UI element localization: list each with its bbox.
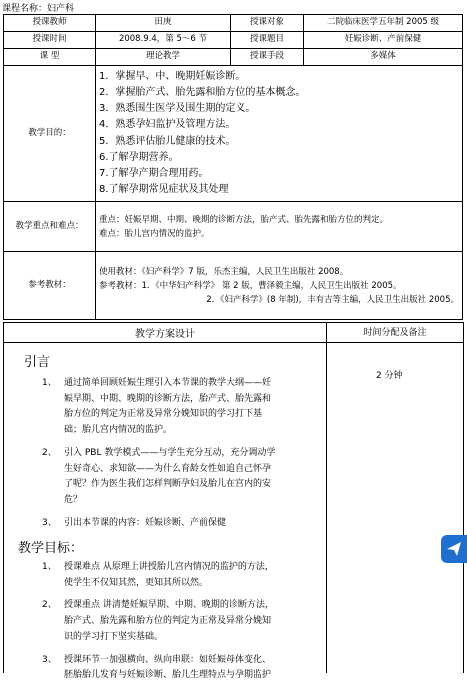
objective-item: 7.了解孕产期合理用药。	[99, 167, 209, 179]
value-means: 多媒体	[304, 49, 463, 66]
item-number: 3、	[42, 517, 57, 528]
label-topic: 授课题目	[231, 32, 304, 49]
refs-label: 参考教材：	[4, 252, 96, 320]
item-number: 1、	[42, 562, 57, 572]
objective-item: 6.了解孕期营养。	[99, 151, 179, 163]
objectives-list	[96, 66, 463, 202]
text-line: 授课难点 从原理上讲授胎儿宫内情况的监护的方法，	[64, 562, 274, 572]
refs-cell	[96, 252, 463, 320]
value-teacher: 田庚	[96, 15, 231, 32]
objective-item: 4．熟悉孕妇监护及管理方法。	[99, 119, 236, 131]
text-line: 通过简单回顾妊娠生理引入本节课的教学大纲——妊	[64, 378, 272, 388]
design-section	[3, 322, 464, 681]
text-line: 础；胎儿宫内情况的监护。	[64, 425, 173, 436]
keypoint-item: 重点：妊娠早期、中期、晚期的诊断方法，胎产式、胎先露和胎方位的判定。	[99, 214, 389, 225]
text-line: 胚胎胎儿发育与妊娠诊断、胎儿生理特点与孕期监护	[64, 670, 272, 681]
course-name: 课程名称：妇产科	[2, 4, 75, 14]
intro-title: 引言	[24, 355, 51, 370]
value-time: 2008.9.4，第 5～6 节	[96, 32, 231, 49]
text-line: 胎方位的判定为正常及异常分娩知识的学习打下基	[64, 409, 263, 420]
item-number: 2、	[42, 600, 57, 611]
ref-item: 参考教材：1．《中华妇产科学》 第 2 版，曹泽毅主编，人民卫生出版社 2005。	[99, 280, 402, 291]
send-icon	[446, 541, 462, 557]
objective-item: 5．熟悉评估胎儿健康的技术。	[99, 135, 236, 147]
feedback-button[interactable]	[441, 535, 467, 563]
item-number: 3、	[42, 654, 57, 665]
label-means: 授课手段	[231, 49, 304, 66]
item-text	[64, 598, 334, 645]
item-text	[64, 376, 334, 439]
text-line: 生好奇心、求知欲——为什么育龄女性如追自己怀孕	[64, 463, 272, 474]
item-number: 1、	[42, 378, 57, 388]
text-line: 识的学习打下坚实基础。	[64, 631, 164, 642]
item-text	[64, 560, 334, 591]
keypoints-label: 教学重点和难点：	[4, 202, 96, 252]
text-line: 授课环节一加强横向、纵向串联：如妊娠母体变化、	[64, 654, 272, 665]
text-line: 危？	[64, 494, 83, 505]
ref-item: 2．《妇产科学》(8 年制)，丰有吉等主编，人民卫生出版社 2005。	[206, 294, 459, 305]
objective-item: 2．掌握胎产式、胎先露和胎方位的基本概念。	[99, 86, 306, 98]
design-header-left: 教学方案设计	[135, 329, 195, 340]
ref-item: 使用教材：《妇产科学》7 版，乐杰主编，人民卫生出版社 2008。	[99, 266, 349, 277]
value-topic: 妊娠诊断、产前保健	[304, 32, 463, 49]
item-number: 2、	[42, 447, 57, 458]
objective-item: 1．掌握早、中、晚期妊娠诊断。	[99, 70, 246, 82]
keypoint-item: 难点：胎儿宫内情况的监护。	[99, 228, 210, 239]
lesson-plan-table	[3, 14, 463, 320]
design-header	[4, 323, 463, 343]
item-text	[64, 653, 334, 684]
label-audience: 授课对象	[231, 15, 304, 32]
text-line: 了呢？作为医生我们怎样判断孕妇及胎儿在宫内的安	[64, 479, 272, 490]
text-line: 授课重点 讲清楚妊娠早期、中期、晚期的诊断方法，	[64, 600, 274, 611]
text-line: 引出本节课的内容：妊娠诊断、产前保健	[64, 517, 227, 528]
objective-item: 3．熟悉围生医学及围生期的定义。	[99, 103, 256, 115]
objectives-label: 教学目的：	[4, 66, 96, 202]
label-teacher: 授课教师	[4, 15, 96, 32]
keypoints-cell	[96, 202, 463, 252]
goal-title: 教学目标：	[18, 541, 84, 556]
text-line: 引入 PBL 教学模式——与学生充分互动，充分调动学	[64, 447, 276, 458]
item-text	[64, 446, 334, 509]
objective-item: 8.了解孕期常见症状及其处理	[99, 184, 229, 196]
label-time: 授课时间	[4, 32, 96, 49]
text-line: 胎产式、胎先露和胎方位的判定为正常及异常分娩知	[64, 616, 272, 627]
text-line: 使学生不仅知其然，更知其所以然。	[64, 577, 209, 588]
item-text	[64, 516, 334, 532]
value-audience: 二院临床医学五年制 2005 级	[304, 15, 463, 32]
text-line: 娠早期、中期、晚期的诊断方法，胎产式、胎先露和	[64, 393, 272, 404]
time-note: 2 分钟	[376, 371, 403, 381]
value-type: 理论教学	[96, 49, 231, 66]
label-type: 课 型	[4, 49, 96, 66]
design-header-right: 时间分配及备注	[363, 328, 427, 338]
